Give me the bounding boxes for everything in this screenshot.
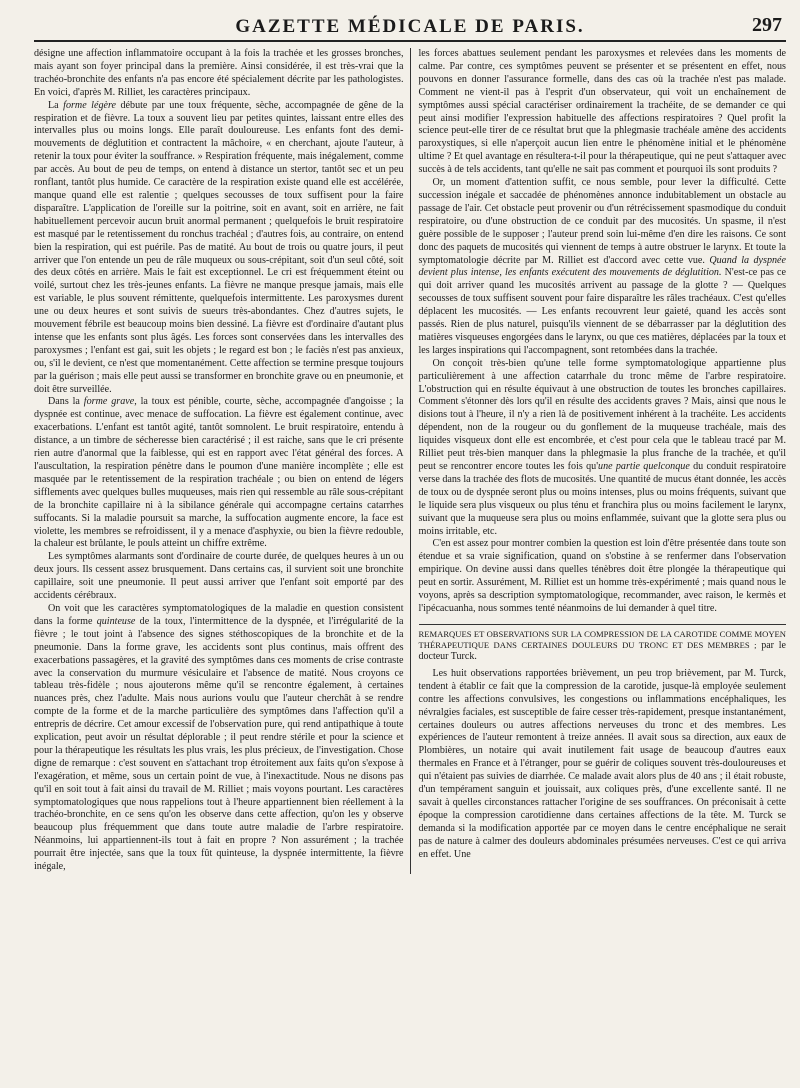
paragraph: Les huit observations rapportées brièvement, un peu trop brièvement, par M. Turck, tendent à établir ce fait que la compression de la carotide, jusque-là employée seulement contre les affections convulsives, les congestions ou inflammations encéphaliques, les névralgies faciales, est susceptible de faire cesser très-rapidement, presque instantanément, certaines douleurs ou autres affections nerveuses du tronc et des membres. Les expériences de l'auteur remontent à treize années. Il avait sous sa direction, aux eaux de Plombières, un notaire qui avait inutilement fait usage de beaucoup d'autres eaux thermales en France et à l'étranger, pour se guérir de coliques souvent très-douloureuses et qui n'étaient pas suivies de diarrhée. Ce malade avait alors plus de 40 ans ; il était robuste, d'un tempérament sanguin et jouissait, aux coliques près, d'une excellente santé. Il ne savait à quelles circonstances rattacher l'origine de ses souffrances. On préconisait à cette époque la compression carotidienne dans certaines affections de la tête. M. Turck se demanda si la modification apportée par ce moyen dans le centre encéphalique ne serait pas de nature à calmer des douleurs abdominales présumées nerveuses. C'est ce qui arriva en effet. Une (418, 667, 786, 860)
continued-paragraph: les forces abattues seulement pendant les paroxysmes et relevées dans les moments de calme. Par contre, ces symptômes peuvent se présenter et se présentent en effet, nous pouvons en donner l'assurance formelle, dans des cas où la trachée n'est pas malade. Comment ne vient-il pas à l'esprit d'un observateur, qui voit un enchaînement de symptômes aussi spécial caractériser ordinairement la trachéite, de se demander ce qui peut ainsi modifier l'expression habituelle des affections respiratoires ? Quel profit la science peut-elle tirer de ce résultat brut que la phlegmasie trachéale amène des accidents paroxystiques, si elle n'aperçoit aucun lien entre le phénomène initial et le phénomène ultime ? Et quel avantage en résultera-t-il pour la thérapeutique, qui ne peut s'attaquer avec succès à de tels accidents, tant qu'elle ne sait pas comment et pourquoi ils sont produits ? (418, 48, 786, 176)
page-header (34, 10, 786, 42)
page-number: 297 (752, 14, 782, 36)
paragraph: Les symptômes alarmants sont d'ordinaire de courte durée, de quelques heures à un ou deux jours. Ils cessent assez brusquement. Dans certains cas, il survient soit une bronchite capillaire, soit une pneumonie. Il peut aussi arriver que l'enfant soit emporté par des accidents cérébraux. (34, 551, 404, 602)
right-column (410, 48, 787, 874)
paragraph: La forme légère débute par une toux fréquente, sèche, accompagnée de gêne de la respiration et de fièvre. La toux a souvent lieu par petites quintes, laissant entre elles des intervalles plus ou moins longs. Elle paraît douloureuse. Les enfants font des demi-mouvements de déglutition et contractent la mâchoire, « en cherchant, ajoute l'auteur, à retenir la toux pour éviter la souffrance. » Respiration fréquente, mais inégalement, comme par accès. Au bout de peu de temps, on entend à distance un stertor, tantôt sec et un peu ronflant, tantôt plus humide. Ce caractère de la respiration existe quand elle est accélérée, manque quand elle est ralentie ; quelques secousses de toux suffisent pour la faire disparaître. L'application de l'oreille sur la poitrine, soit en avant, soit en arrière, ne fait habituellement percevoir aucun bruit anormal permanent ; quelquefois le bruit respiratoire est masqué par le retentissement du ronchus trachéal ; d'autres fois, au contraire, on entend bien la respiration, qui est puérile. Pas de matité. Au bout de trois ou quatre jours, il peut arriver que l'on entende un peu de râle muqueux ou sous-crépitant, soit d'un seul côté, soit des deux côtés en arrière. Mais le fait est exceptionnel. Le cri est fréquemment éteint ou voilé, surtout chez les très-jeunes enfants. La fièvre ne manque presque jamais, mais elle est variable, le plus souvent rémittente, quelquefois intermittente. Les paroxysmes durent une ou deux heures et sont suivis de sueurs très-abondantes. Chez d'autres sujets, le mouvement fébrile est beaucoup moins bien dessiné. La fièvre est d'ordinaire d'autant plus intense que les enfants sont plus âgés. Les forces sont conservées dans les intervalles des paroxysmes ; l'enfant est gai, suit les objets ; le regard est bon ; le faciès n'est pas anxieux, ou, s'il le devient, ce n'est que momentanément. Cette affection se termine presque toujours par la guérison ; mais elle peut aussi se transformer en bronchite grave ou en pneumonie, et doit être surveillée. (34, 99, 404, 395)
paragraph: Dans la forme grave, la toux est pénible, courte, sèche, accompagnée d'angoisse ; la dyspnée est continue, avec menace de suffocation. La fièvre est également continue, avec exacerbations. L'enfant est tantôt agité, tantôt somnolent. Le bruit respiratoire, entendu à distance, a un timbre de sécheresse bien caractérisé ; il est raiche, sans que le cri présente rien autre d'anormal que la faiblesse, qui est en rapport avec l'état général des forces. A l'auscultation, la respiration pénètre dans le poumon d'une manière incomplète ; elle est masquée par le retentissement de la respiration trachéale ; ou bien on entend de légers sifflements avec quelques bulles muqueuses, mais rien qui ressemble au râle sous-crépitant de la bronchite capillaire ni à la sibilance générale qui accompagne certains catarrhes suffocants. Si la maladie poursuit sa marche, la suffocation augmente encore, la face est violette, les membres se refroidissent, il y a menace d'asphyxie, ou bien la fièvre redouble, la chaleur est brûlante, le pouls atteint un chiffre extrême. (34, 396, 404, 550)
continued-paragraph: désigne une affection inflammatoire occupant à la fois la trachée et les grosses bronches, mais ayant son foyer principal dans la première. Ainsi considérée, il est très-vrai que la trachéo-bronchite des enfants n'a pas encore été spécialement décrite par les pathologistes. En voici, d'après M. Rilliet, les caractères principaux. (34, 48, 404, 98)
text-columns (34, 48, 786, 874)
paragraph: Or, un moment d'attention suffit, ce nous semble, pour lever la difficulté. Cette succession inégale et saccadée de phénomènes annonce indubitablement un obstacle au passage de l'air. Cet obstacle peut provenir ou d'un rétrécissement spasmodique du conduit respiratoire, ou d'une obstruction de ce conduit par des mucosités. Un spasme, il n'est guère possible de le supposer ; l'auteur prend soin lui-même d'en dire les raisons. Ce sont donc des paquets de mucosités qui viennent de temps à autre obstruer le larynx. Et toute la symptomatologie décrite par M. Rilliet est d'accord avec cette vue. Quand la dyspnée devient plus intense, les enfants exécutent des mouvements de déglutition. N'est-ce pas ce qui doit arriver quand les mucosités arrivent au passage de la glotte ? — Quelques secousses de toux suffisent souvent pour faire disparaître les râles trachéaux. C'est qu'elles déplacent les mucosités. — Les enfants recouvrent leur gaieté, quand les accès sont passés. Rien de plus naturel, puisqu'ils viennent de se débarrasser par la déglutition des matières visqueuses engorgées dans le larynx, ou que ces matières, déplacées par la toux et les larges inspirations qui l'accompagnent, sont retombées dans la trachée. (418, 177, 786, 356)
paragraph: On voit que les caractères symptomatologiques de la maladie en question consistent dans la forme quinteuse de la toux, l'intermittence de la dyspnée, et l'irrégularité de la fièvre ; le tout joint à l'absence des signes stéthoscopiques de la bronchite et de la pneumonie. Dans la forme grave, les accidents sont plus continus, mais offrent des exacerbations passagères, et la gravité des symptômes dans ces moments de crise contraste avec la conservation du murmure vésiculaire et l'absence de matité. Nous croyons ce tableau très-fidèle ; nous ajouterons même qu'il se rencontre également, à certaines nuances près, chez l'adulte. Mais nous aurions voulu que l'auteur cherchât à se rendre compte de la forme et de la marche particulière des symptômes dans l'affection qu'il a entrepris de décrire. Cet amour excessif de l'observation pure, qui rend antipathique à toute explication, peut avoir un résultat déplorable ; il peut rendre stérile et pour la science et pour la thérapeutique les résultats les plus vrais, les plus précieux, de l'investigation. Chose digne de remarque : c'est souvent en s'attachant trop étroitement aux faits qu'on s'expose à l'exagération, et même, sous un certain point de vue, à l'inexactitude. Nous ne disons pas qu'il en soit tout à fait ainsi du travail de M. Rilliet ; mais voyons pourtant. Les caractères symptomatologiques que nous rappelions tout à l'heure appartiennent bien réellement à la trachéo-bronchite, en ce sens qu'on les observe dans cette affection, qu'on les y observe beaucoup plus fréquemment que dans toute autre maladie de l'arbre respiratoire. Néanmoins, lui appartiennent-ils tout à fait en propre ? Non assurément ; la trachée pourrait être injectée, sans que la toux fût quinteuse, la dyspnée intermittente, la fièvre inégale, (34, 602, 404, 873)
left-column (34, 48, 404, 874)
paragraph: On conçoit très-bien qu'une telle forme symptomatologique appartienne plus particulièrement à une affection catarrhale du tronc même de l'arbre respiratoire. L'obstruction qui en résulte équivaut à une obstruction de toutes les bronches capillaires. Comment s'étonner dès lors qu'il en résulte des accidents graves ? Mais, ainsi que nous le disions tout à l'heure, il n'y a rien là de positivement inhérent à la trachéite. Les accidents dépendent, non de la rougeur ou du gonflement de la muqueuse trachéale, mais des liquides visqueux dont elle est encombrée, et c'est pour cela que le tableau tracé par M. Rilliet peut très-bien manquer dans la phlegmasie la plus franche de la trachée, et qu'il peut se rencontrer encore toutes les fois qu'une partie quelconque du conduit respiratoire verse dans la trachée des flots de mucosités. Une quantité de mucus étant donnée, les accès de toux ou de dyspnée seront plus ou moins intenses, plus ou moins fréquents, suivant que le liquide sera plus visqueux ou plus ténu et franchira plus ou moins facilement le larynx, suivant que la muqueuse sera plus ou moins enflammée, suivant que la glotte sera plus ou moins irritable, etc. (418, 357, 786, 537)
article-heading: REMARQUES ET OBSERVATIONS SUR LA COMPRESSION DE LA CAROTIDE COMME MOYEN THÉRAPEUTIQUE DANS CERTAINES DOULEURS DU TRONC ET DES MEMBRES ; par le docteur Turck. (419, 624, 787, 662)
paragraph: C'en est assez pour montrer combien la question est loin d'être présentée dans toute son étendue et sa vraie signification, quand on s'obstine à se renfermer dans l'observation empirique. On devine aussi dans quelles ténèbres doit être plongée la thérapeutique qui peut en sortir. Assurément, M. Rilliet est un homme très-expérimenté ; mais quand nous le voyons, après sa description symptomatologique, recommander, avec raison, le kermès et l'ipécacuanha, nous sommes tenté néanmoins de lui demander à quel titre. (418, 538, 786, 614)
journal-title: GAZETTE MÉDICALE DE PARIS. (235, 16, 585, 37)
